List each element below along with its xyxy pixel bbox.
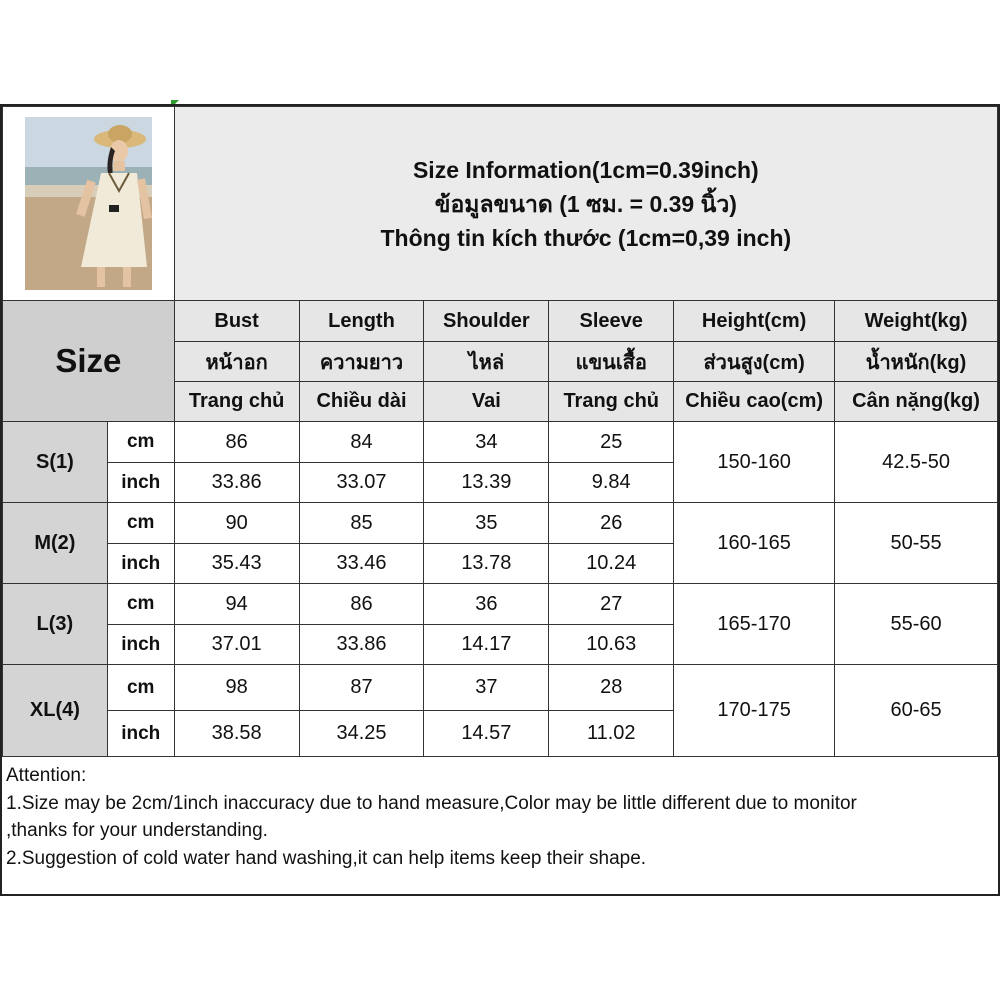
note-line: 2.Suggestion of cold water hand washing,it can help items keep their shape. [6,847,647,869]
size-label-m: M(2) [3,503,108,584]
photo-cell [3,107,175,301]
value-cell: 25 [549,422,674,463]
weight-range: 42.5-50 [835,422,998,503]
title-line-thai: ข้อมูลขนาด (1 ซม. = 0.39 นิ้ว) [434,190,737,217]
size-label-l: L(3) [3,584,108,665]
value-cell: 90 [174,503,299,544]
weight-range: 60-65 [835,665,998,757]
value-cell: 37.01 [174,625,299,665]
value-cell: 9.84 [549,463,674,503]
title-line-vietnamese: Thông tin kích thước (1cm=0,39 inch) [380,224,792,251]
value-cell: 87 [299,665,424,711]
value-cell: 98 [174,665,299,711]
value-cell: 14.57 [424,711,549,757]
unit-label-cm: cm [107,584,174,625]
height-range: 165-170 [674,584,835,665]
value-cell: 38.58 [174,711,299,757]
value-cell: 86 [299,584,424,625]
col-header-height-vi: Chiều cao(cm) [674,382,835,422]
height-range: 150-160 [674,422,835,503]
value-cell: 28 [549,665,674,711]
unit-label-inch: inch [107,463,174,503]
col-header-height-th: ส่วนสูง(cm) [674,342,835,382]
unit-label-cm: cm [107,665,174,711]
unit-label-cm: cm [107,422,174,463]
value-cell: 13.39 [424,463,549,503]
weight-range: 55-60 [835,584,998,665]
unit-label-inch: inch [107,544,174,584]
col-header-weight-vi: Cân nặng(kg) [835,382,998,422]
col-header-weight-en: Weight(kg) [835,301,998,342]
model-photo [25,117,152,290]
value-cell: 94 [174,584,299,625]
col-header-sleeve-vi: Trang chủ [549,382,674,422]
col-header-length-en: Length [299,301,424,342]
value-cell: 35.43 [174,544,299,584]
value-cell: 10.63 [549,625,674,665]
value-cell: 33.86 [174,463,299,503]
title-line-english: Size Information(1cm=0.39inch) [412,156,759,183]
col-header-bust-en: Bust [174,301,299,342]
weight-range: 50-55 [835,503,998,584]
value-cell: 86 [174,422,299,463]
value-cell: 13.78 [424,544,549,584]
value-cell: 26 [549,503,674,544]
unit-label-inch: inch [107,625,174,665]
height-range: 160-165 [674,503,835,584]
height-range: 170-175 [674,665,835,757]
col-header-height-en: Height(cm) [674,301,835,342]
unit-label-cm: cm [107,503,174,544]
model-figure-icon [25,117,152,290]
value-cell: 27 [549,584,674,625]
value-cell: 35 [424,503,549,544]
col-header-shoulder-en: Shoulder [424,301,549,342]
value-cell: 33.46 [299,544,424,584]
size-label-xl: XL(4) [3,665,108,757]
value-cell: 36 [424,584,549,625]
col-header-length-vi: Chiều dài [299,382,424,422]
size-header: Size [3,301,175,422]
size-label-s: S(1) [3,422,108,503]
note-line: 1.Size may be 2cm/1inch inaccuracy due to hand measure,Color may be little different due to monitor [6,792,857,814]
value-cell: 10.24 [549,544,674,584]
value-cell: 34 [424,422,549,463]
note-line: ,thanks for your understanding. [6,820,268,841]
col-header-weight-th: น้ำหนัก(kg) [835,342,998,382]
size-chart-sheet [0,104,1000,896]
value-cell: 11.02 [549,711,674,757]
value-cell: 84 [299,422,424,463]
value-cell: 33.07 [299,463,424,503]
value-cell: 14.17 [424,625,549,665]
col-header-length-th: ความยาว [299,342,424,382]
value-cell: 37 [424,665,549,711]
unit-label-inch: inch [107,711,174,757]
value-cell: 34.25 [299,711,424,757]
value-cell: 85 [299,503,424,544]
attention-notes [2,758,998,876]
value-cell: 33.86 [299,625,424,665]
notes-heading: Attention: [6,765,87,786]
col-header-sleeve-en: Sleeve [549,301,674,342]
col-header-bust-vi: Trang chủ [174,382,299,422]
col-header-shoulder-vi: Vai [424,382,549,422]
col-header-sleeve-th: แขนเสื้อ [549,342,674,382]
size-table [2,106,998,757]
size-information-title [174,107,997,301]
col-header-shoulder-th: ไหล่ [424,342,549,382]
col-header-bust-th: หน้าอก [174,342,299,382]
